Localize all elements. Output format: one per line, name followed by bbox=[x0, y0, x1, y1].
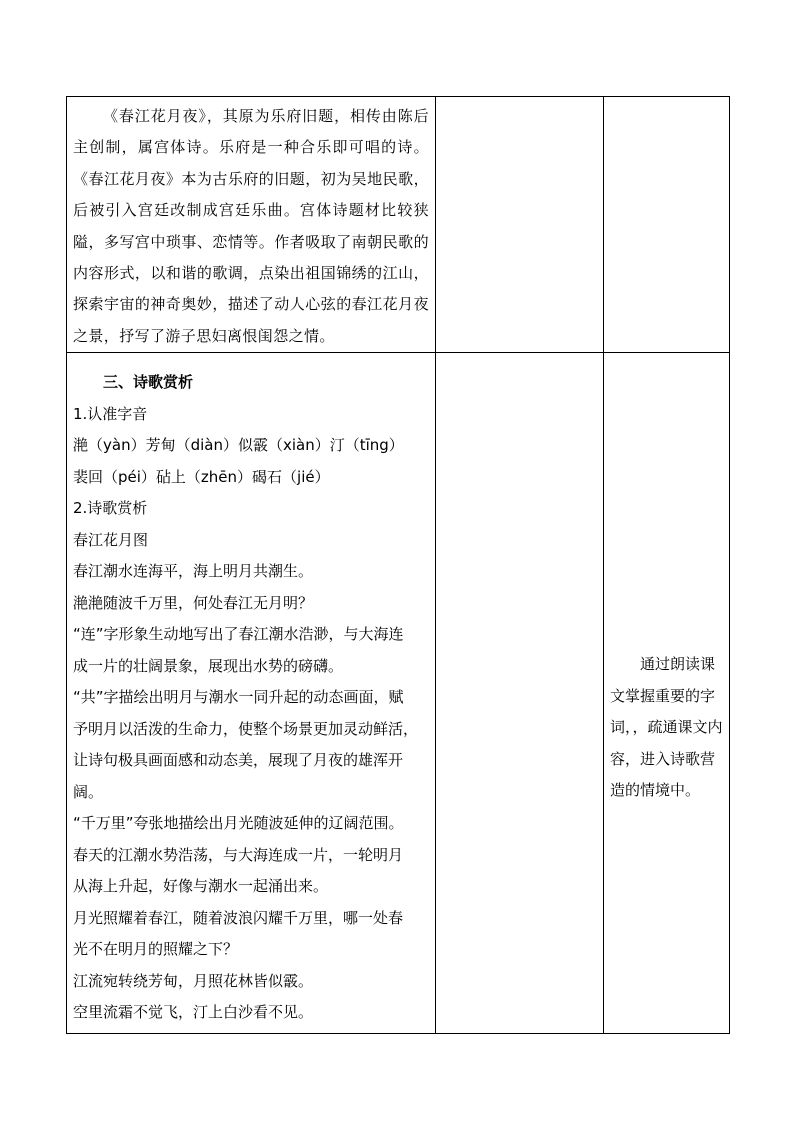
scene-title: 春江花月图 bbox=[73, 530, 149, 549]
section-heading: 三、诗歌赏析 bbox=[103, 373, 194, 392]
content-cell bbox=[67, 353, 436, 1034]
table-row bbox=[67, 353, 730, 1034]
intent-cell bbox=[604, 353, 730, 1034]
analysis-line: 月光照耀着春江，随着波浪闪耀千万里，哪一处春 bbox=[73, 908, 404, 927]
lesson-plan-table bbox=[66, 96, 730, 1034]
intent-cell bbox=[604, 97, 730, 353]
analysis-line: 成一片的壮阔景象，展现出水势的磅礴。 bbox=[73, 656, 344, 675]
analysis-line: 从海上升起，好像与潮水一起涌出来。 bbox=[73, 877, 329, 896]
table-row bbox=[67, 97, 730, 353]
subheading: 1.认准字音 bbox=[73, 404, 148, 423]
poem-line: 江流宛转绕芳甸，月照花林皆似霰。 bbox=[73, 971, 314, 990]
analysis-line: 阔。 bbox=[73, 782, 104, 801]
subheading: 2.诗歌赏析 bbox=[73, 499, 148, 518]
pronunciation-line: 滟（yàn）芳甸（diàn）似霰（xiàn）汀（tīng） bbox=[73, 436, 404, 455]
activity-cell bbox=[436, 97, 604, 353]
analysis-line: 春天的江潮水势浩荡，与大海连成一片，一轮明月 bbox=[73, 845, 404, 864]
poem-line: 滟滟随波千万里，何处春江无月明？ bbox=[73, 593, 314, 612]
analysis-line: 让诗句极具画面感和动态美，展现了月夜的雄浑开 bbox=[73, 751, 404, 770]
poem-line: 空里流霜不觉飞，汀上白沙看不见。 bbox=[73, 1003, 314, 1022]
analysis-line: “共”字描绘出明月与潮水一同升起的动态画面，赋 bbox=[73, 688, 404, 707]
background-paragraph: 《春江花月夜》，其原为乐府旧题，相传由陈后主创制，属宫体诗。乐府是一种合乐即可唱的诗。《春江花月夜》本为古乐府的旧题，初为吴地民歌，后被引入宫廷改制成宫廷乐曲。宫体诗题材比较狭隘，多写宫中琐事、恋情等。作者吸取了南朝民歌的内容形式，以和谐的歌调，点染出祖国锦绣的江山，探索宇宙的神奇奥妙，描述了动人心弦的春江花月夜之景，抒写了游子思妇离恨闺怨之情。 bbox=[73, 107, 429, 345]
analysis-line: 光不在明月的照耀之下？ bbox=[73, 940, 239, 959]
content-cell bbox=[67, 97, 436, 353]
analysis-line: “连”字形象生动地写出了春江潮水浩渺，与大海连 bbox=[73, 625, 404, 644]
analysis-line: “千万里”夸张地描绘出月光随波延伸的辽阔范围。 bbox=[73, 814, 404, 833]
activity-cell bbox=[436, 353, 604, 1034]
analysis-line: 予明月以活泼的生命力，使整个场景更加灵动鲜活， bbox=[73, 719, 419, 738]
design-intent-text: 通过朗读课文掌握重要的字词，，疏通课文内容，进入诗歌营造的情境中。 bbox=[610, 655, 723, 800]
poem-line: 春江潮水连海平，海上明月共潮生。 bbox=[73, 562, 314, 581]
pronunciation-line: 裴回（péi）砧上（zhēn）碣石（jié） bbox=[73, 467, 330, 486]
